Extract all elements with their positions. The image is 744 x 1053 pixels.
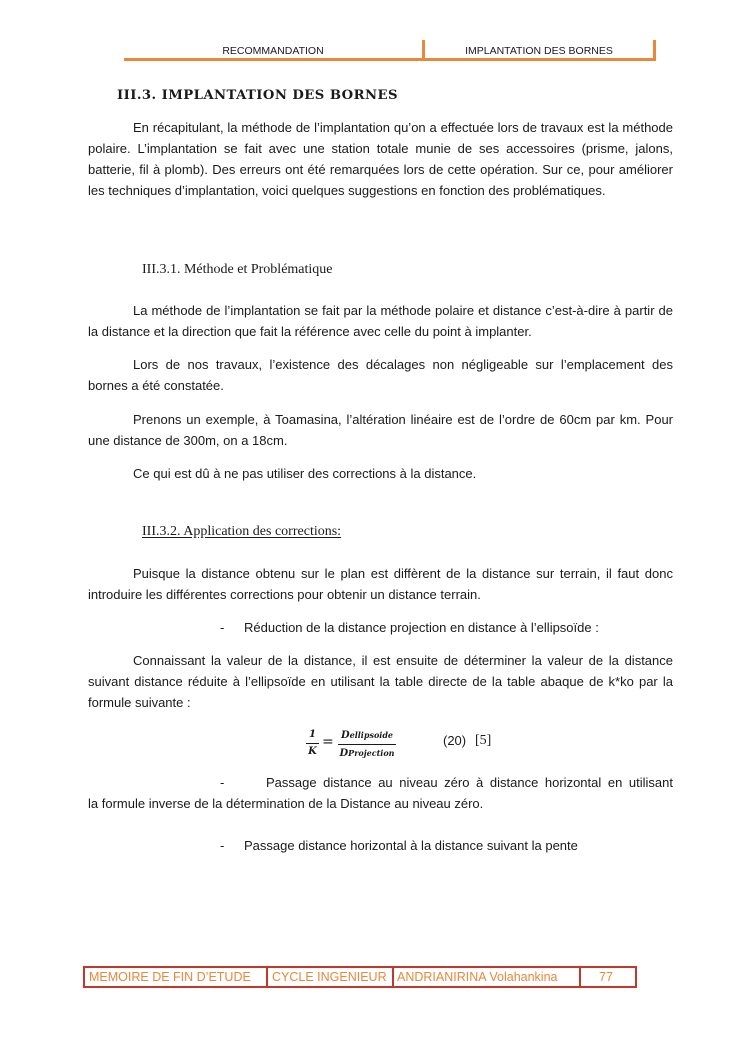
subsection-title-1: III.3.1. Méthode et Problématique <box>142 262 333 277</box>
paragraph-cause: Ce qui est dû à ne pas utiliser des corrections à la distance. <box>133 466 477 481</box>
paragraph-ellipsoid: Connaissant la valeur de la distance, il est ensuite de déterminer la valeur de la distance suivant distance réduite à l’ellipsoïde en utilisant la table directe de la table abaque de k*ko par la formule suivante : <box>88 653 673 710</box>
footer-memoir: MEMOIRE DE FIN D’ETUDE <box>85 968 268 986</box>
header-rule <box>124 58 656 61</box>
subsection-title-2: III.3.2. Application des corrections: <box>142 524 342 539</box>
bullet-dash: - <box>220 775 225 790</box>
page-header <box>124 40 656 61</box>
paragraph-example: Prenons un exemple, à Toamasina, l’altération linéaire est de l’ordre de 60cm par km. Pour une distance de 300m, on a 18cm. <box>88 412 673 448</box>
citation-ref: [5] <box>475 733 492 748</box>
bullet-text: Passage distance au niveau zéro à distance horizontal en utilisant <box>266 775 673 790</box>
paragraph-offsets: Lors de nos travaux, l’existence des décalages non négligeable sur l’emplacement des bornes a été constatée. <box>88 357 673 393</box>
equation-number: (20) <box>443 733 467 748</box>
footer-author: ANDRIANIRINA Volahankina <box>393 968 581 986</box>
footer-cycle: CYCLE INGENIEUR <box>268 968 394 986</box>
bullet-text: Réduction de la distance projection en distance à l’ellipsoïde : <box>244 620 599 635</box>
paragraph-method: La méthode de l’implantation se fait par la méthode polaire et distance c’est-à-dire à partir de la distance et la direction que fait la référence avec celle du point à implanter. <box>88 303 673 339</box>
header-chapter: RECOMMANDATION <box>124 40 425 58</box>
intro-paragraph: En récapitulant, la méthode de l’implantation qu’on a effectuée lors de travaux est la méthode polaire. L’implantation se fait avec une station totale munie de ses accessoires (prisme, jalons, batterie, fil à plomb). Des erreurs ont été remarquées lors de cette opération. Sur ce, pour améliorer les techniques d’implantation, voici quelques suggestions en fonction des problématiques. <box>88 120 673 198</box>
bullet-text: Passage distance horizontal à la distance suivant la pente <box>244 838 578 853</box>
bullet-continuation: la formule inverse de la détermination de la Distance au niveau zéro. <box>88 796 484 811</box>
page-footer <box>83 966 637 988</box>
formula-lhs: 1 K <box>306 728 319 759</box>
bullet-dash: - <box>220 620 225 635</box>
bullet-dash: - <box>220 838 225 853</box>
header-section: IMPLANTATION DES BORNES <box>425 40 656 58</box>
section-title: III.3. IMPLANTATION DES BORNES <box>117 88 398 103</box>
formula-equals: = <box>322 734 334 750</box>
paragraph-corrections: Puisque la distance obtenu sur le plan est diffèrent de la distance sur terrain, il faut donc introduire les différentes corrections pour obtenir un distance terrain. <box>88 566 673 602</box>
formula-rhs: Dellipsoide DProjection <box>339 730 395 759</box>
page-number: 77 <box>599 970 613 984</box>
